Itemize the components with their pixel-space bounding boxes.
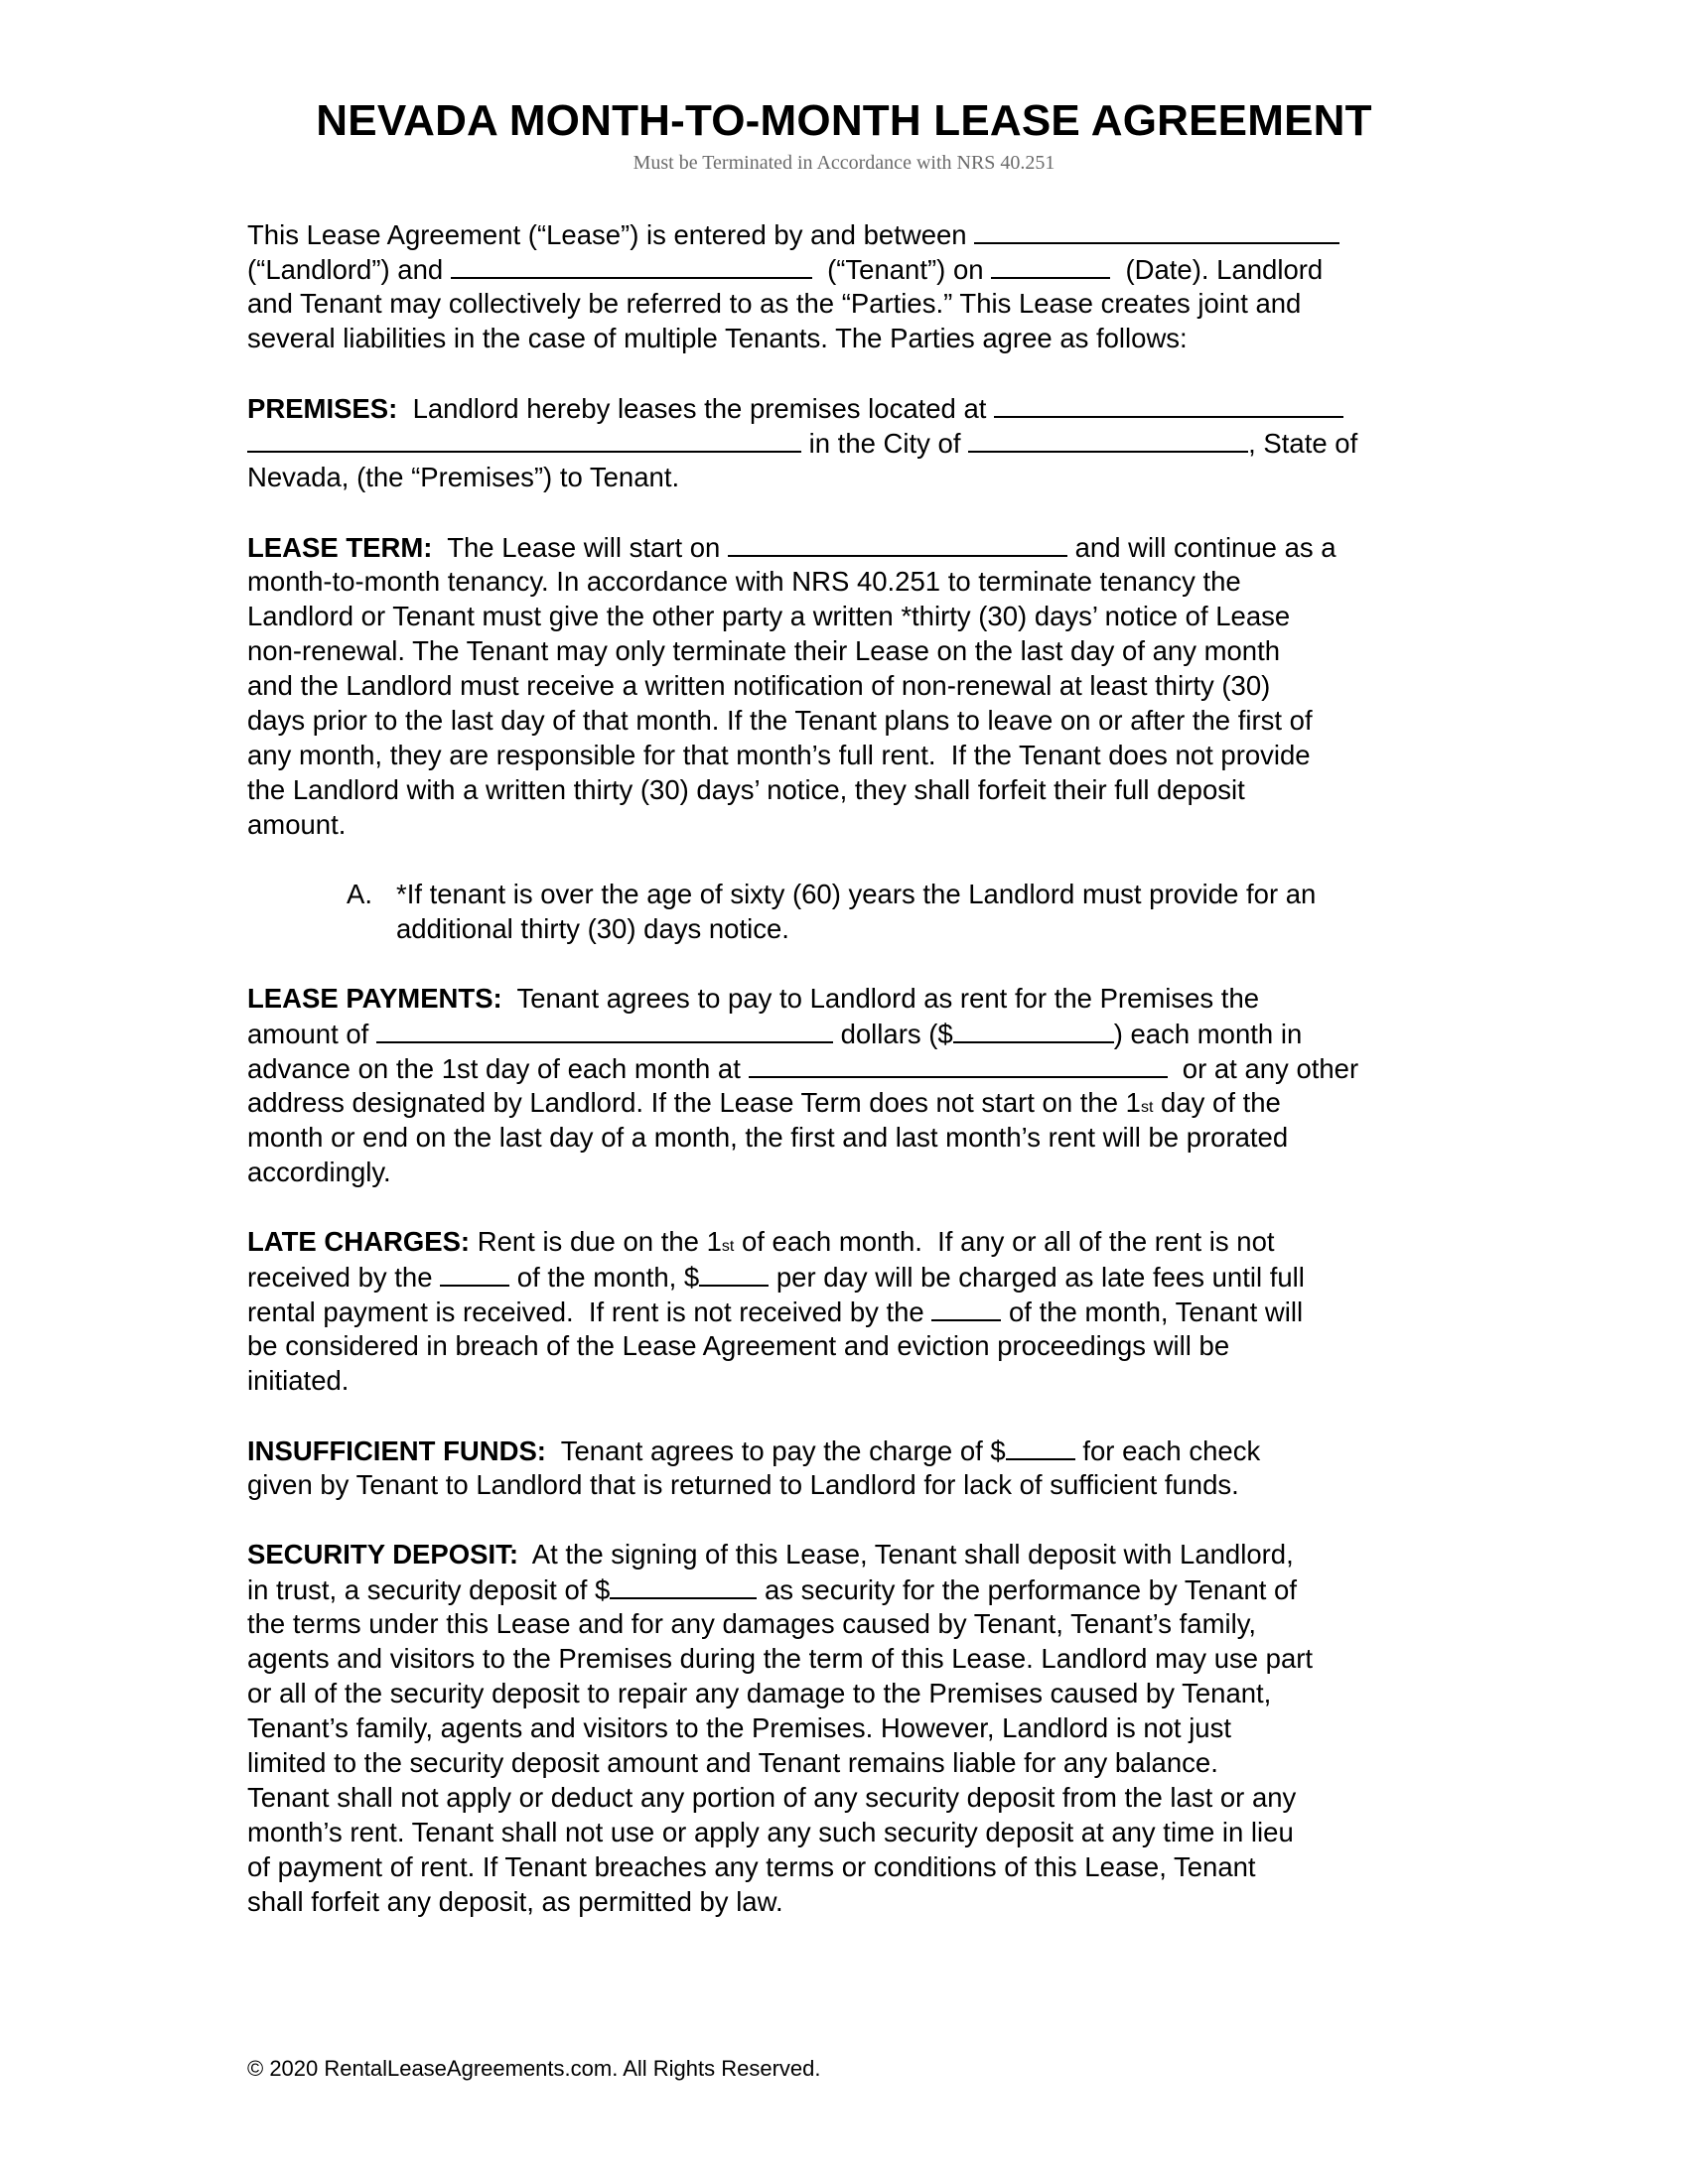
ordinal-suffix: st: [721, 1238, 735, 1255]
lease-term-subitem-a: [347, 877, 1439, 946]
premises-heading: PREMISES:: [247, 393, 398, 424]
lease-payments-text: address designated by Landlord. If the Lease Term does not start on the 1: [247, 1087, 1141, 1118]
lease-term-heading: LEASE TERM:: [247, 532, 433, 563]
lease-payments-text: day of the: [1153, 1087, 1281, 1118]
insufficient-funds-heading: INSUFFICIENT FUNDS:: [247, 1435, 546, 1466]
late-charges-text: of the month, Tenant will: [1009, 1297, 1304, 1327]
lease-payments-text: accordingly.: [247, 1157, 391, 1187]
insufficient-funds-text: Tenant agrees to pay the charge of $: [560, 1435, 1006, 1466]
intro-text: several liabilities in the case of multiple Tenants. The Parties agree as follows:: [247, 323, 1188, 353]
lease-date-blank[interactable]: [991, 251, 1110, 279]
late-charges-text: initiated.: [247, 1365, 350, 1396]
document-title: NEVADA MONTH-TO-MONTH LEASE AGREEMENT: [316, 96, 1372, 145]
security-deposit-text: of payment of rent. If Tenant breaches any terms or conditions of this Lease, Tenant: [247, 1851, 1256, 1882]
security-deposit-heading: SECURITY DEPOSIT:: [247, 1539, 519, 1570]
document-subtitle: Must be Terminated in Accordance with NRS 40.251: [633, 152, 1055, 174]
security-deposit-section: [247, 1537, 1439, 1919]
late-charges-text: Rent is due on the 1: [477, 1226, 722, 1257]
sub-item-marker: A.: [347, 879, 372, 909]
intro-text: (“Landlord”) and: [247, 254, 444, 285]
premises-text: Nevada, (the “Premises”) to Tenant.: [247, 462, 680, 492]
security-deposit-text: Tenant’s family, agents and visitors to the Premises. However, Landlord is not just: [247, 1712, 1231, 1743]
nsf-charge-blank[interactable]: [1006, 1433, 1075, 1460]
late-fee-blank[interactable]: [699, 1259, 769, 1287]
premises-address-blank-2[interactable]: [247, 425, 801, 453]
lease-term-text: days prior to the last day of that month. If the Tenant plans to leave on or after the first of: [247, 705, 1313, 736]
security-deposit-text: limited to the security deposit amount and Tenant remains liable for any balance.: [247, 1747, 1218, 1778]
landlord-name-blank[interactable]: [974, 216, 1339, 244]
security-deposit-text: agents and visitors to the Premises during the term of this Lease. Landlord may use part: [247, 1643, 1314, 1674]
premises-text: in the City of: [808, 428, 961, 459]
lease-term-sublist: [247, 877, 1439, 946]
breach-day-blank[interactable]: [931, 1294, 1001, 1321]
premises-text: Landlord hereby leases the premises located at: [412, 393, 987, 424]
lease-term-text: non-renewal. The Tenant may only terminate their Lease on the last day of any month: [247, 635, 1281, 666]
lease-term-text: amount.: [247, 809, 347, 840]
lease-start-date-blank[interactable]: [728, 529, 1067, 557]
security-deposit-text: or all of the security deposit to repair any damage to the Premises caused by Tenant,: [247, 1678, 1272, 1708]
security-deposit-text: shall forfeit any deposit, as permitted by law.: [247, 1886, 783, 1917]
premises-city-blank[interactable]: [968, 425, 1248, 453]
lease-term-text: and will continue as a: [1074, 532, 1336, 563]
late-charges-text: rental payment is received. If rent is not received by the: [247, 1297, 924, 1327]
late-charges-heading: LATE CHARGES:: [247, 1226, 471, 1257]
premises-text: , State of: [1248, 428, 1358, 459]
ordinal-suffix: st: [1140, 1099, 1154, 1116]
intro-text: This Lease Agreement (“Lease”) is entered by and between: [247, 219, 967, 250]
lease-term-section: [247, 529, 1439, 842]
copyright-footer: © 2020 RentalLeaseAgreements.com. All Rights Reserved.: [247, 2056, 821, 2081]
lease-payments-text: month or end on the last day of a month, the first and last month’s rent will be prorated: [247, 1122, 1289, 1153]
lease-payments-text: amount of: [247, 1019, 369, 1049]
late-charges-text: be considered in breach of the Lease Agreement and eviction proceedings will be: [247, 1330, 1230, 1361]
intro-text: (“Tenant”) on: [827, 254, 984, 285]
document-body: [247, 216, 1439, 1954]
intro-text: and Tenant may collectively be referred to as the “Parties.” This Lease creates joint and: [247, 288, 1302, 319]
security-deposit-text: the terms under this Lease and for any damages caused by Tenant, Tenant’s family,: [247, 1608, 1257, 1639]
intro-paragraph: [247, 216, 1439, 355]
lease-payments-text: Tenant agrees to pay to Landlord as rent for the Premises the: [516, 983, 1260, 1014]
late-charges-section: [247, 1224, 1439, 1398]
rent-amount-number-blank[interactable]: [953, 1016, 1114, 1043]
lease-term-text: The Lease will start on: [447, 532, 721, 563]
lease-payments-text: dollars ($: [840, 1019, 953, 1049]
late-charges-text: of the month, $: [516, 1262, 700, 1293]
lease-term-text: and the Landlord must receive a written notification of non-renewal at least thirty (30): [247, 670, 1271, 701]
lease-term-text: Landlord or Tenant must give the other party a written *thirty (30) days’ notice of Lease: [247, 601, 1291, 631]
insufficient-funds-text: given by Tenant to Landlord that is returned to Landlord for lack of sufficient funds.: [247, 1469, 1239, 1500]
lease-term-text: any month, they are responsible for that month’s full rent. If the Tenant does not provide: [247, 740, 1311, 770]
security-deposit-text: month’s rent. Tenant shall not use or apply any such security deposit at any time in lieu: [247, 1817, 1294, 1847]
late-day-blank[interactable]: [440, 1259, 509, 1287]
insufficient-funds-section: [247, 1433, 1439, 1502]
lease-payments-text: ) each month in: [1113, 1019, 1303, 1049]
lease-term-text: the Landlord with a written thirty (30) days’ notice, they shall forfeit their full deposit: [247, 774, 1245, 805]
late-charges-text: per day will be charged as late fees until full: [775, 1262, 1305, 1293]
lease-payments-text: advance on the 1st day of each month at: [247, 1053, 741, 1084]
insufficient-funds-text: for each check: [1082, 1435, 1261, 1466]
sub-item-text: additional thirty (30) days notice.: [396, 913, 789, 944]
lease-payments-heading: LEASE PAYMENTS:: [247, 983, 502, 1014]
late-charges-text: received by the: [247, 1262, 433, 1293]
rent-amount-words-blank[interactable]: [376, 1016, 833, 1043]
security-deposit-amount-blank[interactable]: [610, 1571, 757, 1599]
security-deposit-text: as security for the performance by Tenant of: [764, 1574, 1297, 1605]
tenant-name-blank[interactable]: [451, 251, 812, 279]
security-deposit-text: Tenant shall not apply or deduct any portion of any security deposit from the last or any: [247, 1782, 1297, 1813]
lease-payments-text: or at any other: [1182, 1053, 1359, 1084]
premises-address-blank[interactable]: [994, 390, 1343, 418]
late-charges-text: of each month. If any or all of the rent is not: [734, 1226, 1275, 1257]
security-deposit-text: At the signing of this Lease, Tenant shall deposit with Landlord,: [531, 1539, 1294, 1570]
payment-address-blank[interactable]: [749, 1050, 1168, 1078]
lease-term-text: month-to-month tenancy. In accordance with NRS 40.251 to terminate tenancy the: [247, 566, 1241, 597]
premises-section: [247, 390, 1439, 494]
security-deposit-text: in trust, a security deposit of $: [247, 1574, 611, 1605]
intro-text: (Date). Landlord: [1125, 254, 1324, 285]
sub-item-text: *If tenant is over the age of sixty (60) years the Landlord must provide for an: [396, 879, 1317, 909]
lease-payments-section: [247, 981, 1439, 1189]
